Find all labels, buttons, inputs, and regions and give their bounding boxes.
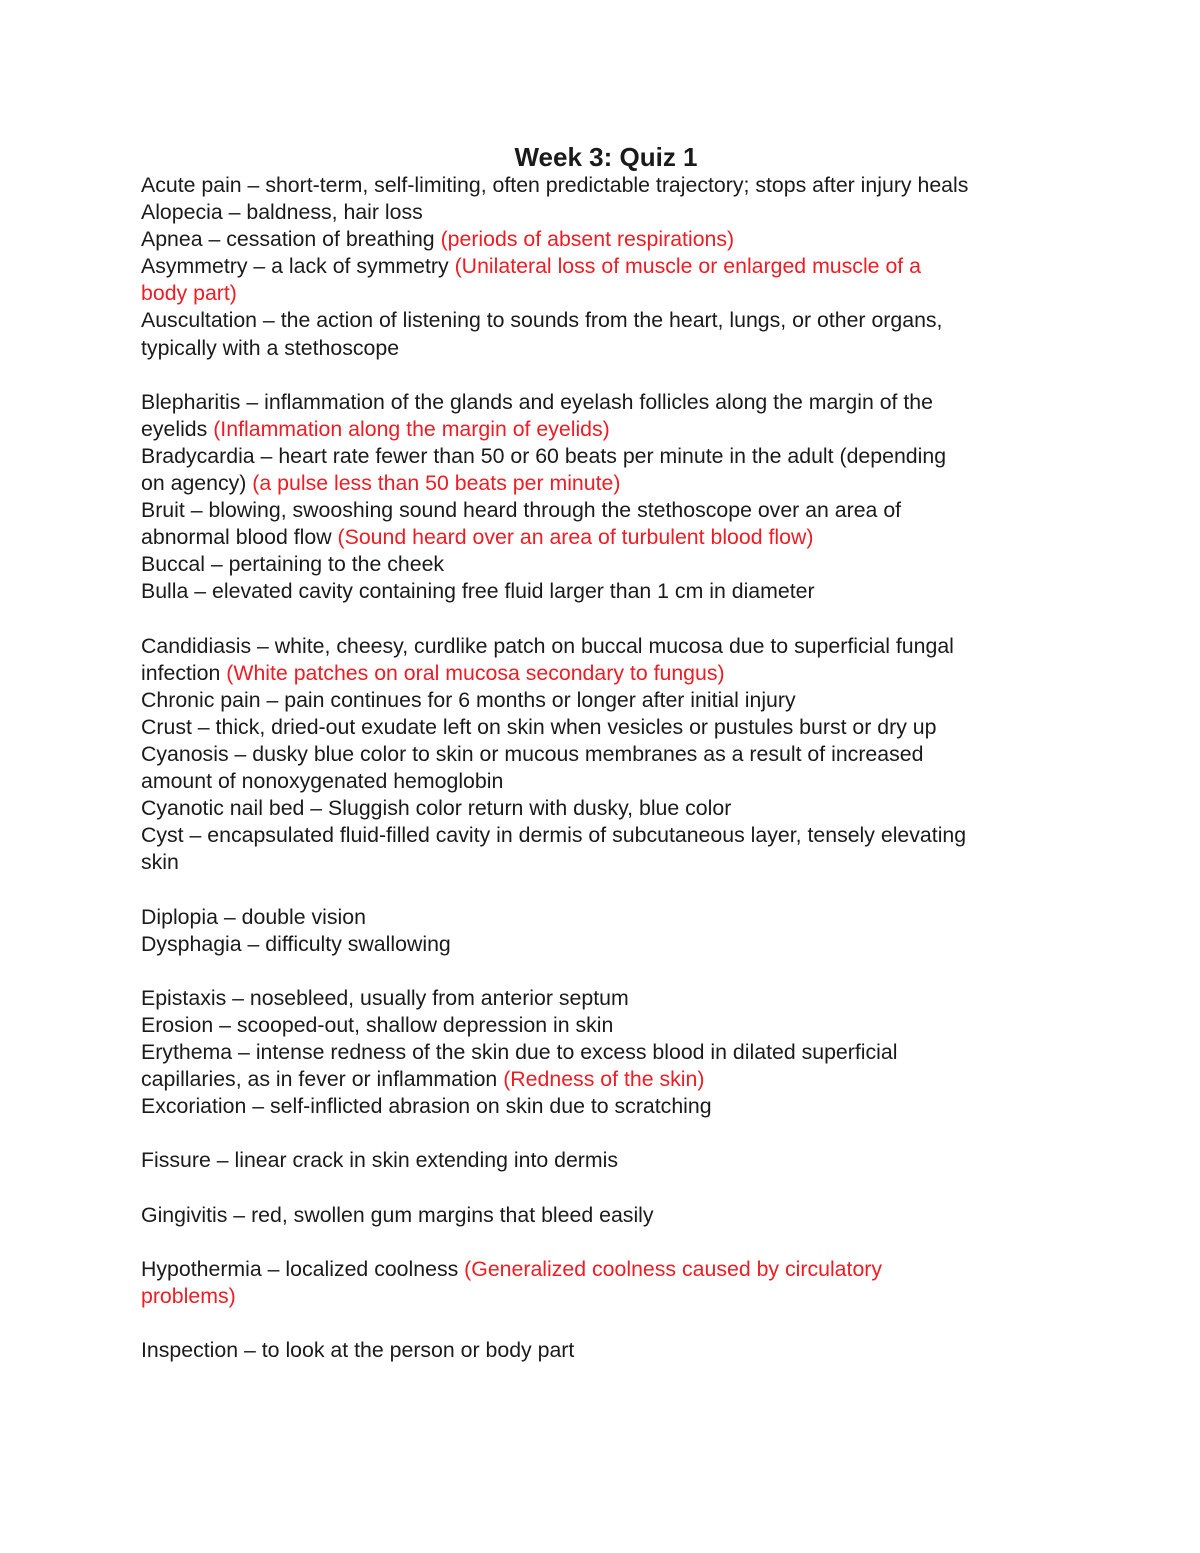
section-spacer — [141, 1174, 1071, 1201]
glossary-line — [141, 172, 1071, 199]
annotation-text: (periods of absent respirations) — [440, 227, 735, 252]
page-title: Week 3: Quiz 1 — [514, 142, 698, 172]
annotation-text: body part) — [141, 281, 237, 306]
glossary-line — [141, 280, 1071, 307]
definition-text: Crust – thick, dried-out exudate left on skin when vesicles or pustules burst or dry up — [141, 714, 937, 739]
glossary-line — [141, 1202, 1071, 1229]
definition-text: Bruit – blowing, swooshing sound heard through the stethoscope over an area of — [141, 498, 902, 523]
glossary-line — [141, 389, 1071, 416]
glossary-line — [141, 1093, 1071, 1120]
definition-text: abnormal blood flow — [141, 525, 338, 550]
glossary-line — [141, 470, 1071, 497]
definition-text: Cyanotic nail bed – Sluggish color return with dusky, blue color — [141, 796, 732, 821]
glossary-line — [141, 633, 1071, 660]
glossary-line — [141, 1283, 1071, 1310]
glossary-body — [141, 172, 1071, 1364]
definition-text: Apnea – cessation of breathing — [141, 227, 441, 252]
annotation-text: (a pulse less than 50 beats per minute) — [252, 471, 621, 496]
definition-text: Buccal – pertaining to the cheek — [141, 552, 445, 577]
glossary-line — [141, 687, 1071, 714]
annotation-text: (Sound heard over an area of turbulent blood flow) — [337, 525, 814, 550]
definition-text: Erythema – intense redness of the skin due to excess blood in dilated superficial — [141, 1040, 898, 1064]
section-spacer — [141, 958, 1071, 985]
glossary-line — [141, 904, 1071, 931]
glossary-line — [141, 795, 1071, 822]
glossary-line — [141, 199, 1071, 226]
glossary-line — [141, 1066, 1071, 1093]
definition-text: Alopecia – baldness, hair loss — [141, 200, 423, 225]
definition-text: Gingivitis – red, swollen gum margins that bleed easily — [141, 1202, 654, 1227]
glossary-line — [141, 822, 1071, 849]
definition-text: infection — [141, 660, 227, 685]
definition-text: Dysphagia – difficulty swallowing — [141, 931, 451, 956]
glossary-line — [141, 226, 1071, 253]
glossary-line — [141, 1147, 1071, 1174]
definition-text: Bulla – elevated cavity containing free fluid larger than 1 cm in diameter — [141, 579, 815, 604]
annotation-text: (Unilateral loss of muscle or enlarged muscle of a — [454, 254, 921, 279]
section-spacer — [141, 362, 1071, 389]
glossary-line — [141, 335, 1071, 362]
definition-text: Diplopia – double vision — [141, 904, 366, 929]
definition-text: typically with a stethoscope — [141, 335, 400, 360]
glossary-line — [141, 931, 1071, 958]
annotation-text: (White patches on oral mucosa secondary to fungus) — [226, 660, 725, 685]
definition-text: Erosion – scooped-out, shallow depression in skin — [141, 1012, 614, 1037]
section-spacer — [141, 606, 1071, 633]
definition-text: Hypothermia – localized coolness — [141, 1256, 465, 1281]
definition-text: Inspection – to look at the person or body part — [141, 1338, 575, 1363]
section-spacer — [141, 1310, 1071, 1337]
definition-text: Asymmetry – a lack of symmetry — [141, 254, 455, 279]
definition-text: Bradycardia – heart rate fewer than 50 or 60 beats per minute in the adult (depending — [141, 443, 947, 468]
document-page — [141, 140, 1071, 1364]
glossary-line — [141, 1012, 1071, 1039]
definition-text: Auscultation – the action of listening to sounds from the heart, lungs, or other organs, — [141, 308, 943, 333]
glossary-line — [141, 985, 1071, 1012]
glossary-line — [141, 524, 1071, 551]
definition-text: Blepharitis – inflammation of the glands and eyelash follicles along the margin of the — [141, 389, 933, 414]
glossary-line — [141, 497, 1071, 524]
definition-text: Fissure – linear crack in skin extending into dermis — [141, 1148, 619, 1173]
annotation-text: (Generalized coolness caused by circulatory — [464, 1256, 883, 1281]
definition-text: on agency) — [141, 471, 253, 496]
definition-text: capillaries, as in fever or inflammation — [141, 1067, 504, 1092]
glossary-line — [141, 849, 1071, 876]
definition-text: amount of nonoxygenated hemoglobin — [141, 769, 504, 794]
definition-text: Epistaxis – nosebleed, usually from anterior septum — [141, 985, 629, 1010]
definition-text: Cyst – encapsulated fluid-filled cavity in dermis of subcutaneous layer, tensely elevating — [141, 823, 967, 848]
glossary-line — [141, 768, 1071, 795]
glossary-line — [141, 660, 1071, 687]
glossary-line — [141, 307, 1071, 334]
glossary-line — [141, 416, 1071, 443]
glossary-line — [141, 443, 1071, 470]
definition-text: Acute pain – short-term, self-limiting, often predictable trajectory; stops after injury heals — [141, 173, 969, 197]
annotation-text: (Inflammation along the margin of eyelids) — [213, 416, 610, 441]
section-spacer — [141, 1229, 1071, 1256]
annotation-text: (Redness of the skin) — [503, 1067, 705, 1092]
glossary-line — [141, 551, 1071, 578]
definition-text: Cyanosis – dusky blue color to skin or mucous membranes as a result of increased — [141, 741, 924, 766]
glossary-line — [141, 741, 1071, 768]
glossary-line — [141, 253, 1071, 280]
section-spacer — [141, 1120, 1071, 1147]
section-spacer — [141, 876, 1071, 903]
glossary-line — [141, 1039, 1071, 1066]
glossary-line — [141, 578, 1071, 605]
definition-text: skin — [141, 850, 179, 875]
definition-text: eyelids — [141, 416, 214, 441]
definition-text: Chronic pain – pain continues for 6 months or longer after initial injury — [141, 687, 796, 712]
glossary-line — [141, 1256, 1071, 1283]
definition-text: Excoriation – self-inflicted abrasion on skin due to scratching — [141, 1094, 712, 1119]
glossary-line — [141, 714, 1071, 741]
annotation-text: problems) — [141, 1283, 236, 1308]
glossary-line — [141, 1337, 1071, 1364]
definition-text: Candidiasis – white, cheesy, curdlike patch on buccal mucosa due to superficial fungal — [141, 633, 954, 658]
